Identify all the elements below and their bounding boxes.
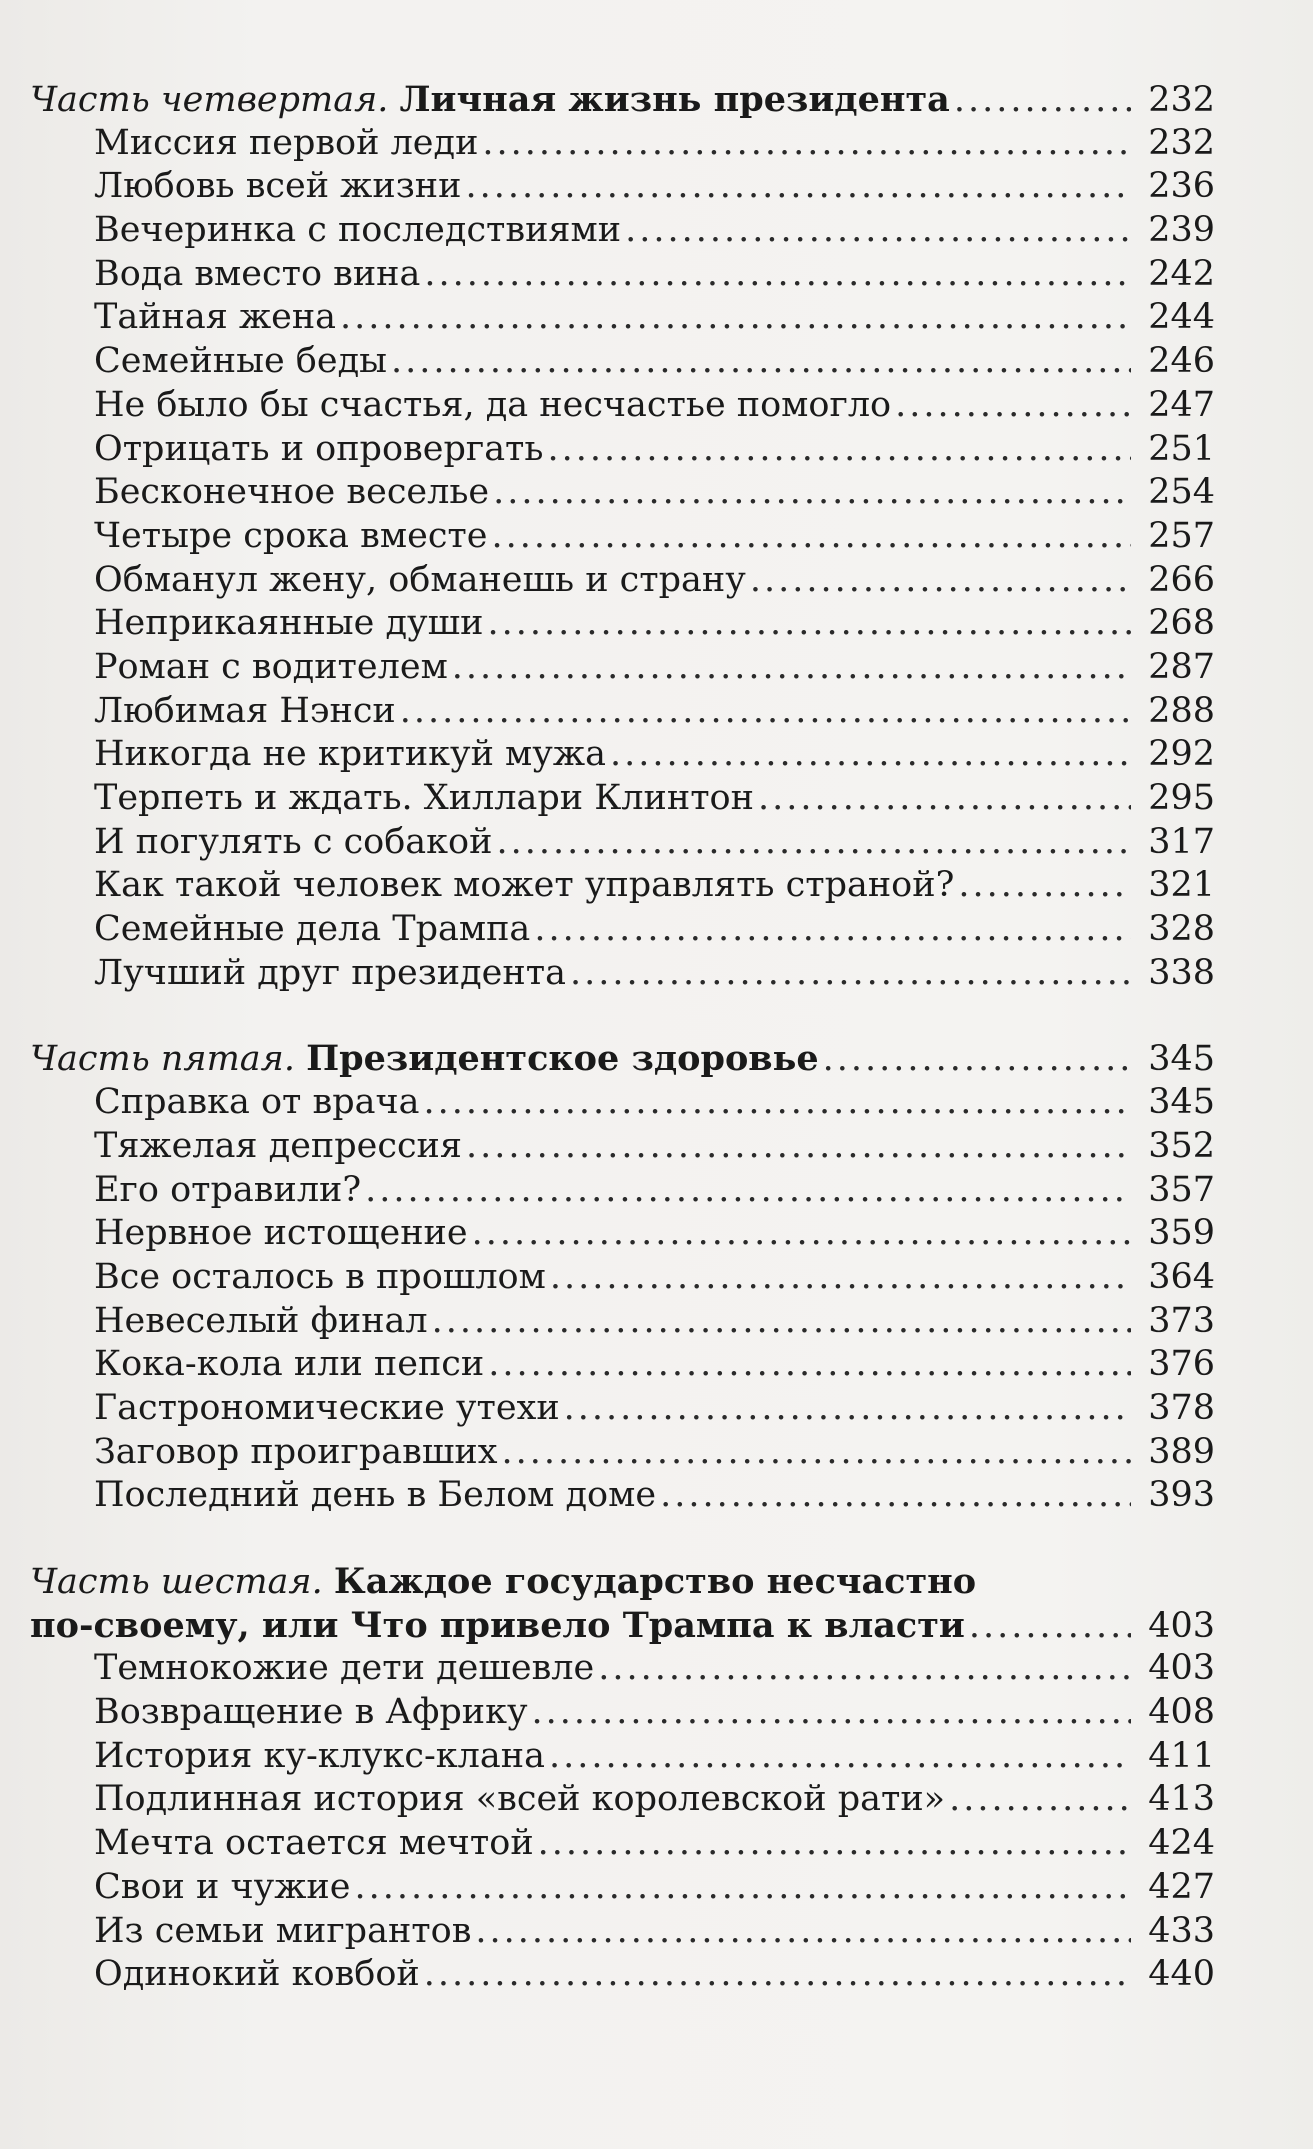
leader-dots <box>534 908 1131 952</box>
leader-dots <box>400 690 1131 734</box>
leader-dots <box>823 1038 1131 1082</box>
entry-title: Нервное истощение <box>94 1213 468 1254</box>
page-number: 247 <box>1148 384 1215 425</box>
page-number: 266 <box>1148 559 1215 600</box>
leader-dots <box>487 602 1131 646</box>
toc-entry <box>30 165 1215 209</box>
leader-dots <box>391 340 1131 384</box>
toc-entry <box>30 253 1215 297</box>
entry-title: Как такой человек может управлять страной? <box>94 865 955 906</box>
toc-entry <box>30 1691 1215 1735</box>
leader-dots <box>549 1735 1131 1779</box>
entry-title: Одинокий ковбой <box>94 1954 420 1995</box>
entry-title: Любовь всей жизни <box>94 166 462 207</box>
leader-dots <box>750 559 1131 603</box>
leader-dots <box>625 209 1131 253</box>
entry-title: Никогда не критикуй мужа <box>94 734 606 775</box>
leader-dots <box>482 122 1131 166</box>
toc-entry <box>30 209 1215 253</box>
toc-entry <box>30 1474 1215 1518</box>
toc-entry <box>30 384 1215 428</box>
entry-title: Бесконечное веселье <box>94 472 490 513</box>
toc-entry <box>30 428 1215 472</box>
entry-title: Тайная жена <box>94 297 337 338</box>
leader-dots <box>365 1169 1131 1213</box>
page-number: 295 <box>1148 778 1215 818</box>
entry-title: Лучший друг президента <box>94 952 566 993</box>
entry-title: Справка от врача <box>94 1082 420 1123</box>
leader-dots <box>660 1474 1131 1518</box>
toc-entry <box>30 122 1215 166</box>
page-number: 244 <box>1148 297 1215 338</box>
page-number: 345 <box>1148 1039 1215 1080</box>
page-number: 389 <box>1148 1431 1215 1472</box>
leader-dots <box>969 1605 1131 1649</box>
part-title: Президентское здоровье <box>306 1038 819 1080</box>
entry-title: Семейные беды <box>94 341 387 382</box>
leader-dots <box>496 821 1131 865</box>
toc-entry <box>30 1431 1215 1475</box>
part-heading <box>30 1604 1215 1648</box>
toc-entry <box>30 646 1215 690</box>
page-number: 321 <box>1148 865 1215 906</box>
page-number: 239 <box>1148 210 1215 251</box>
entry-title: Кока-кола или пепси <box>94 1344 485 1385</box>
entry-title: Из семьи мигрантов <box>94 1910 472 1951</box>
part-six <box>30 1560 1215 1997</box>
leader-dots <box>895 384 1131 428</box>
entry-title: Гастрономические утехи <box>94 1387 560 1428</box>
entry-title: Не было бы счастья, да несчастье помогло <box>94 384 892 425</box>
leader-dots <box>465 165 1131 209</box>
page-number: 246 <box>1148 341 1215 382</box>
leader-dots <box>570 952 1131 996</box>
part-heading <box>30 1037 1215 1081</box>
entry-title: Неприкаянные души <box>94 603 484 644</box>
toc-entry <box>30 1387 1215 1431</box>
entry-title: Последний день в Белом доме <box>94 1475 657 1516</box>
entry-title: Отрицать и опровергать <box>94 428 544 469</box>
toc-entry <box>30 1169 1215 1213</box>
leader-dots <box>424 1081 1132 1125</box>
part-four <box>30 78 1215 995</box>
toc-entry <box>30 515 1215 559</box>
leader-dots <box>501 1431 1131 1475</box>
toc-entry <box>30 1300 1215 1344</box>
page-number: 359 <box>1148 1213 1215 1254</box>
page-number: 345 <box>1148 1082 1215 1123</box>
leader-dots <box>532 1691 1131 1735</box>
page-number: 292 <box>1148 734 1215 775</box>
toc-entry <box>30 777 1215 821</box>
entry-title: Заговор проигравших <box>94 1431 498 1472</box>
leader-dots <box>424 1953 1131 1997</box>
toc-entry <box>30 1343 1215 1387</box>
page-number: 232 <box>1148 80 1215 120</box>
leader-dots <box>488 1343 1131 1387</box>
toc-entry <box>30 602 1215 646</box>
part-title: Личная жизнь президента <box>399 79 950 120</box>
toc-entry <box>30 559 1215 603</box>
toc-entry <box>30 908 1215 952</box>
part-five <box>30 1037 1215 1518</box>
toc-entry <box>30 1256 1215 1300</box>
table-of-contents <box>30 78 1215 2039</box>
entry-title: Любимая Нэнси <box>94 690 396 731</box>
page-number: 364 <box>1148 1256 1215 1297</box>
toc-entry <box>30 864 1215 908</box>
part-title-continued: по-своему, или Что привело Трампа к власти <box>30 1604 965 1646</box>
toc-entry <box>30 952 1215 996</box>
toc-entry <box>30 1735 1215 1779</box>
entry-title: Миссия первой леди <box>94 122 479 163</box>
toc-entry <box>30 1866 1215 1910</box>
page-number: 287 <box>1148 646 1215 687</box>
entry-title: Все осталось в прошлом <box>94 1256 546 1297</box>
part-label: Часть пятая. <box>30 1039 295 1080</box>
leader-dots <box>547 428 1131 472</box>
toc-entry <box>30 1647 1215 1691</box>
toc-entry <box>30 340 1215 384</box>
entry-title: Роман с водителем <box>94 646 448 687</box>
page-number: 251 <box>1148 428 1215 469</box>
page-number: 257 <box>1148 515 1215 556</box>
leader-dots <box>452 646 1131 690</box>
leader-dots <box>466 1125 1131 1169</box>
entry-title: Вода вместо вина <box>94 253 421 294</box>
toc-entry <box>30 1081 1215 1125</box>
part-heading <box>30 78 1215 122</box>
page-number: 232 <box>1148 122 1215 163</box>
toc-entry <box>30 1910 1215 1954</box>
entry-title: Возвращение в Африку <box>94 1692 528 1733</box>
page-number: 242 <box>1148 253 1215 294</box>
entry-title: Вечеринка с последствиями <box>94 210 622 251</box>
toc-entry <box>30 1212 1215 1256</box>
page-number: 411 <box>1148 1735 1215 1776</box>
entry-title: Тяжелая депрессия <box>94 1125 462 1166</box>
entry-title: Обманул жену, обманешь и страну <box>94 559 746 600</box>
page-number: 268 <box>1148 603 1215 644</box>
page-number: 378 <box>1148 1387 1215 1428</box>
entry-title: Свои и чужие <box>94 1866 351 1907</box>
leader-dots <box>949 1778 1131 1822</box>
leader-dots <box>424 253 1131 297</box>
toc-entry <box>30 690 1215 734</box>
toc-entry <box>30 733 1215 777</box>
entry-title: Невеселый финал <box>94 1300 428 1341</box>
leader-dots <box>758 777 1131 821</box>
page-number: 408 <box>1148 1692 1215 1733</box>
entry-title: Четыре срока вместе <box>94 515 488 556</box>
page-number: 424 <box>1148 1823 1215 1864</box>
part-label: Часть шестая. <box>30 1562 323 1602</box>
page-number: 376 <box>1148 1344 1215 1385</box>
page-number: 373 <box>1148 1300 1215 1341</box>
page-number: 440 <box>1148 1954 1215 1995</box>
leader-dots <box>492 515 1132 559</box>
page-number: 328 <box>1148 909 1215 950</box>
toc-entry <box>30 1953 1215 1997</box>
leader-dots <box>472 1212 1131 1256</box>
leader-dots <box>550 1256 1131 1300</box>
page-number: 433 <box>1148 1910 1215 1951</box>
leader-dots <box>598 1647 1131 1691</box>
entry-title: И погулять с собакой <box>94 821 493 862</box>
part-heading-first-line <box>30 1560 1215 1604</box>
leader-dots <box>564 1387 1131 1431</box>
leader-dots <box>538 1822 1131 1866</box>
page-number: 413 <box>1148 1779 1215 1820</box>
toc-entry <box>30 471 1215 515</box>
page-number: 288 <box>1148 690 1215 731</box>
leader-dots <box>610 733 1131 777</box>
leader-dots <box>493 471 1131 515</box>
page-number: 427 <box>1148 1866 1215 1907</box>
page-number: 317 <box>1148 821 1215 862</box>
page-number: 403 <box>1148 1648 1215 1689</box>
toc-entry <box>30 821 1215 865</box>
page-number: 338 <box>1148 952 1215 993</box>
toc-entry <box>30 1125 1215 1169</box>
page-number: 236 <box>1148 166 1215 207</box>
leader-dots <box>958 864 1131 908</box>
toc-entry <box>30 1822 1215 1866</box>
leader-dots <box>475 1910 1131 1954</box>
entry-title: История ку-клукс-клана <box>94 1735 545 1776</box>
page-number: 352 <box>1148 1125 1215 1166</box>
page-number: 403 <box>1148 1605 1215 1646</box>
part-title: Каждое государство несчастно <box>333 1561 977 1602</box>
toc-entry <box>30 296 1215 340</box>
entry-title: Семейные дела Трампа <box>94 909 531 950</box>
leader-dots <box>432 1300 1131 1344</box>
page-number: 393 <box>1148 1475 1215 1516</box>
part-label: Часть четвертая. <box>30 80 389 120</box>
page-number: 254 <box>1148 472 1215 513</box>
entry-title: Темнокожие дети дешевле <box>94 1648 595 1689</box>
entry-title: Терпеть и ждать. Хиллари Клинтон <box>94 778 754 818</box>
entry-title: Его отравили? <box>94 1169 362 1210</box>
entry-title: Подлинная история «всей королевской рати» <box>94 1779 946 1820</box>
toc-entry <box>30 1778 1215 1822</box>
entry-title: Мечта остается мечтой <box>94 1823 534 1864</box>
leader-dots <box>354 1866 1131 1910</box>
page-number: 357 <box>1148 1169 1215 1210</box>
leader-dots <box>340 296 1131 340</box>
leader-dots <box>954 79 1131 123</box>
